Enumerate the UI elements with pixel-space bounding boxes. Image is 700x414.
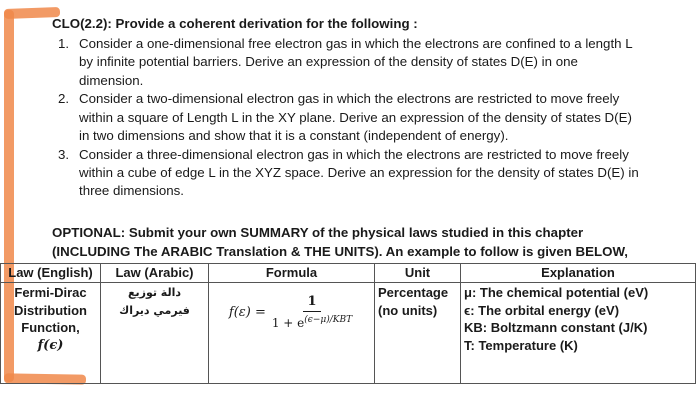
question-number: 2. xyxy=(58,91,70,107)
header-law-arabic: Law (Arabic) xyxy=(101,264,209,283)
optional-instructions xyxy=(52,224,652,261)
formula-lhs: f(ε) = xyxy=(228,304,266,320)
cell-law-english: Fermi-Dirac Distribution Function, f(ϵ) xyxy=(1,283,101,384)
fermi-dirac-formula xyxy=(212,293,371,332)
question-number: 1. xyxy=(58,36,70,51)
formula-fraction xyxy=(270,293,354,332)
clo-heading: CLO(2.2): Provide a coherent derivation for the following : xyxy=(52,16,418,31)
question-list xyxy=(44,35,644,201)
explanation-line: T: Temperature (K) xyxy=(464,337,578,353)
optional-line: OPTIONAL: Submit your own SUMMARY of the physical laws studied in this chapter xyxy=(52,225,584,240)
question-item xyxy=(44,35,644,90)
question-text: Consider a one-dimensional free electron gas in which the electrons are confined to a length L by infinite potential barriers. Derive an expression of the density of states D(E) in one dimension. xyxy=(79,36,633,88)
header-unit: Unit xyxy=(375,264,461,283)
question-item xyxy=(44,146,644,201)
laws-table xyxy=(0,263,696,384)
cell-formula xyxy=(209,283,375,384)
question-text: Consider a two-dimensional electron gas in which the electrons are restricted to move freely within a square of Length L in the XY plane. Derive an expression of the density of states D(E) in two dimensions and show that it is a constant (independent of energy). xyxy=(79,91,632,143)
explanation-line: μ: The chemical potential (eV) xyxy=(464,285,649,300)
header-law-english: Law (English) xyxy=(1,264,101,283)
table-header-row xyxy=(1,264,696,283)
cell-explanation xyxy=(461,283,696,384)
header-formula: Formula xyxy=(209,264,375,283)
question-number: 3. xyxy=(58,146,70,162)
question-item xyxy=(44,90,644,145)
explanation-line: KB: Boltzmann constant (J/K) xyxy=(464,320,648,335)
formula-denominator: $1 + e^{(\epsilon-\mu)/KBT}$ xyxy=(271,314,353,330)
table-row xyxy=(1,283,696,384)
question-text: Consider a three-dimensional electron gas in which the electrons are restricted to move freely within a cube of edge L in the XYZ space. Derive an expression for the density of states D(E) in three dimensions. xyxy=(79,146,639,199)
header-explanation: Explanation xyxy=(461,264,696,283)
cell-unit: Percentage (no units) xyxy=(375,283,461,384)
optional-line: (INCLUDING The ARABIC Translation & THE UNITS). An example to follow is given BELOW, xyxy=(52,243,628,259)
explanation-line: ϵ: The orbital energy (eV) xyxy=(464,302,620,318)
formula-numerator: 1 xyxy=(303,293,320,312)
cell-law-arabic: دالة توزيع فيرمي ديراك xyxy=(101,283,209,384)
